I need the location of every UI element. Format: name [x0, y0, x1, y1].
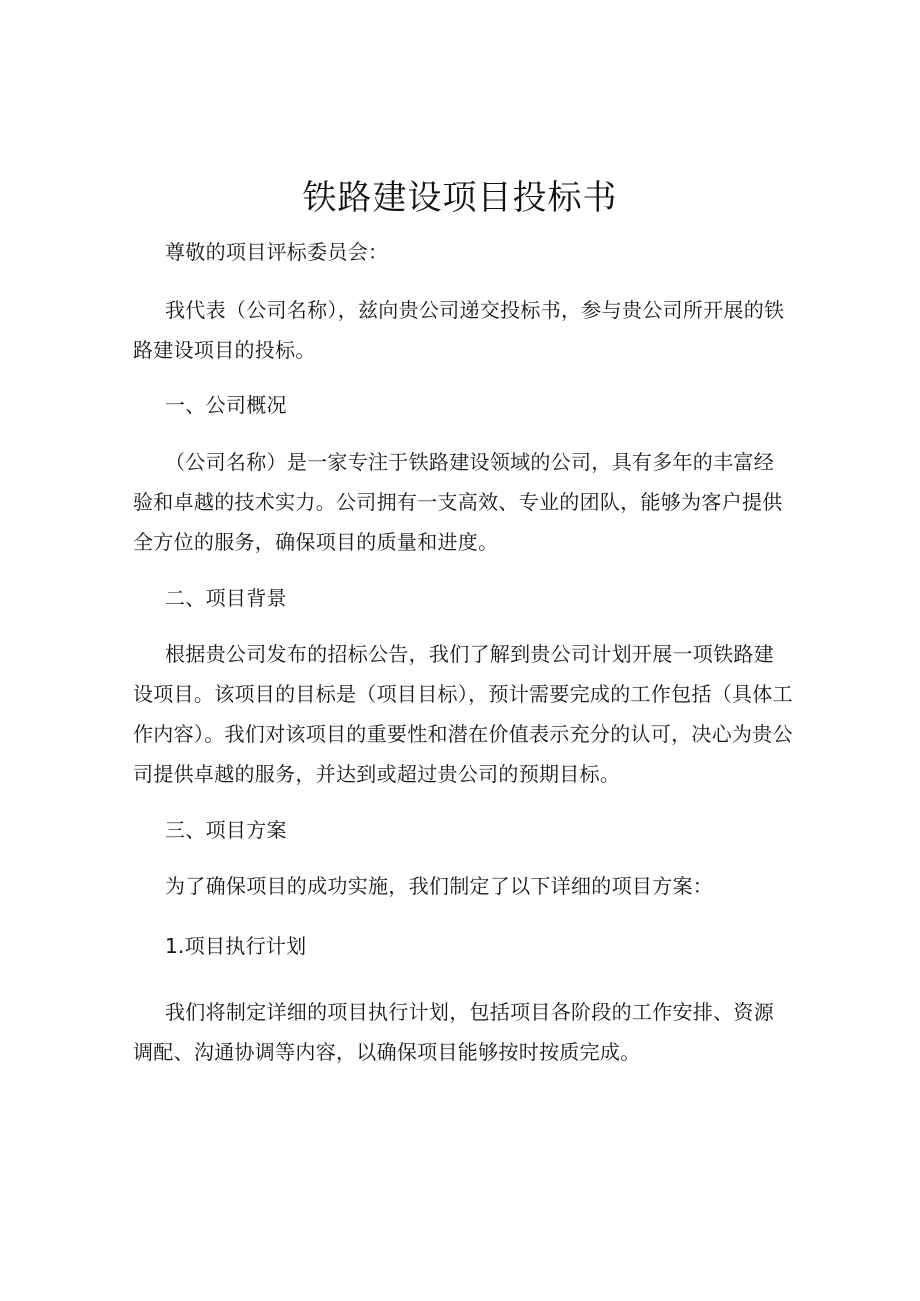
project-plan-intro: 为了确保项目的成功实施，我们制定了以下详细的项目方案：: [165, 874, 714, 898]
section-heading-project-background: 二、项目背景: [165, 586, 287, 610]
section-heading-project-plan: 三、项目方案: [165, 818, 287, 842]
section-heading-company-overview: 一、公司概况: [165, 393, 287, 417]
execution-plan-paragraph: 我们将制定详细的项目执行计划，包括项目各阶段的工作安排、资源调配、沟通协调等内容，以确保项目能够按时按质完成。: [133, 1000, 774, 1064]
project-background-paragraph: 根据贵公司发布的招标公告，我们了解到贵公司计划开展一项铁路建设项目。该项目的目标是（项目目标），预计需要完成的工作包括（具体工作内容）。我们对该项目的重要性和潜在价值表示充分的认可，决心为贵公司提供卓越的服务，并达到或超过贵公司的预期目标。: [133, 642, 793, 786]
company-overview-paragraph: （公司名称）是一家专注于铁路建设领域的公司，具有多年的丰富经验和卓越的技术实力。公司拥有一支高效、专业的团队，能够为客户提供全方位的服务，确保项目的质量和进度。: [133, 450, 783, 554]
document-title: 铁路建设项目投标书: [302, 178, 618, 218]
subsection-heading-execution-plan: 1.项目执行计划: [165, 934, 307, 958]
intro-paragraph: 我代表（公司名称），兹向贵公司递交投标书，参与贵公司所开展的铁路建设项目的投标。: [133, 298, 785, 362]
salutation: 尊敬的项目评标委员会：: [165, 240, 389, 264]
